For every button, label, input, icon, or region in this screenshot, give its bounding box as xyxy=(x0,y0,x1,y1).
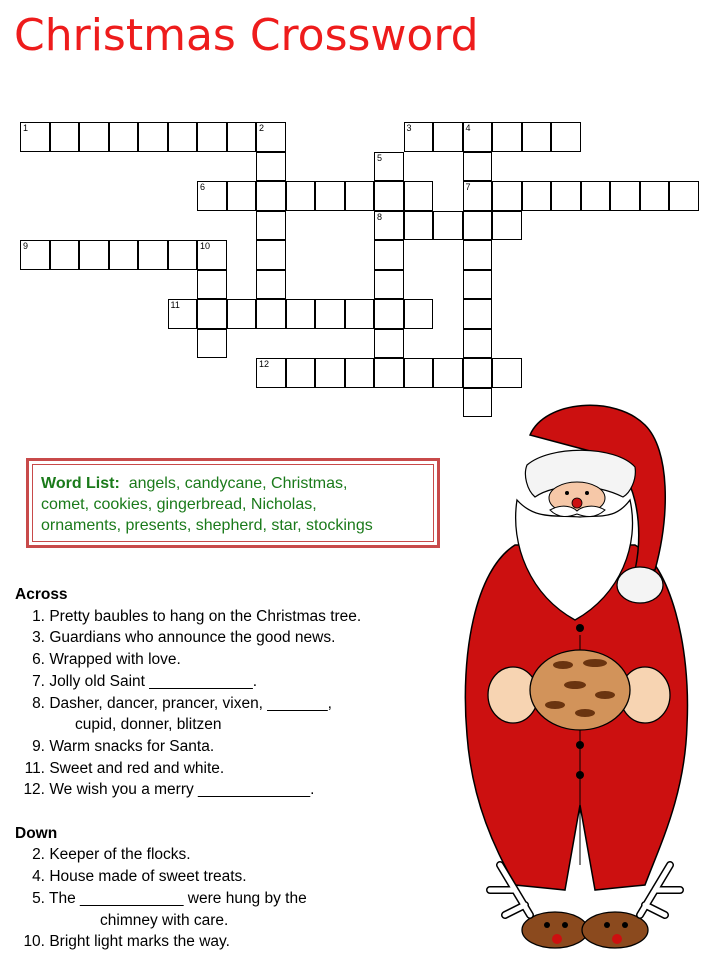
grid-cell[interactable] xyxy=(109,240,139,270)
across-clue-3: 3. Guardians who announce the good news. xyxy=(32,629,336,647)
grid-cell[interactable] xyxy=(463,358,493,388)
across-heading: Across xyxy=(15,586,68,603)
grid-cell[interactable] xyxy=(463,211,493,241)
grid-cell[interactable] xyxy=(374,152,404,182)
grid-cell[interactable] xyxy=(286,358,316,388)
grid-cell[interactable] xyxy=(197,122,227,152)
grid-cell[interactable] xyxy=(197,329,227,359)
clue-number: 10 xyxy=(200,241,211,251)
grid-cell[interactable] xyxy=(256,211,286,241)
grid-cell[interactable] xyxy=(463,299,493,329)
grid-cell[interactable] xyxy=(610,181,640,211)
grid-cell[interactable] xyxy=(463,240,493,270)
word-list-line-3: ornaments, presents, shepherd, star, stockings xyxy=(41,517,373,534)
word-list-line-1: angels, candycane, Christmas, xyxy=(128,475,348,492)
across-clue-12: 12. We wish you a merry _____________. xyxy=(23,781,315,799)
grid-cell[interactable] xyxy=(227,122,257,152)
across-clue-8: 8. Dasher, dancer, prancer, vixen, _______, xyxy=(32,694,332,712)
grid-cell[interactable] xyxy=(463,329,493,359)
grid-cell[interactable] xyxy=(374,299,404,329)
grid-cell[interactable] xyxy=(404,358,434,388)
grid-cell[interactable] xyxy=(374,270,404,300)
clue-number: 4 xyxy=(465,123,471,133)
clue-number: 6 xyxy=(200,182,206,192)
grid-cell[interactable] xyxy=(551,122,581,152)
grid-cell[interactable] xyxy=(20,122,50,152)
across-clue-7: 7. Jolly old Saint ____________. xyxy=(32,672,258,690)
grid-cell[interactable] xyxy=(256,240,286,270)
clues-section xyxy=(15,584,361,953)
clue-number: 8 xyxy=(377,211,383,222)
grid-cell[interactable] xyxy=(374,358,404,388)
word-list-text xyxy=(41,473,431,536)
grid-cell[interactable] xyxy=(433,122,463,152)
grid-cell[interactable] xyxy=(374,329,404,359)
grid-cell[interactable] xyxy=(50,122,80,152)
page-title: Christmas Crossword xyxy=(14,10,479,61)
grid-cell[interactable] xyxy=(640,181,670,211)
grid-cell[interactable] xyxy=(20,240,50,270)
grid-cell[interactable] xyxy=(168,299,198,329)
grid-cell[interactable] xyxy=(463,152,493,182)
grid-cell[interactable] xyxy=(256,358,286,388)
grid-cell[interactable] xyxy=(197,181,227,211)
across-clue-11: 11. Sweet and red and white. xyxy=(24,759,225,777)
grid-cell[interactable] xyxy=(109,122,139,152)
grid-cell[interactable] xyxy=(492,181,522,211)
grid-cell[interactable] xyxy=(256,299,286,329)
grid-cell[interactable] xyxy=(286,181,316,211)
grid-cell[interactable] xyxy=(463,122,493,152)
clue-number: 2 xyxy=(259,123,265,133)
grid-cell[interactable] xyxy=(256,152,286,182)
cookie-plate xyxy=(530,650,630,730)
hat-pompom xyxy=(617,567,663,603)
across-clue-6: 6. Wrapped with love. xyxy=(32,651,181,669)
grid-cell[interactable] xyxy=(374,240,404,270)
grid-cell[interactable] xyxy=(492,211,522,241)
grid-cell[interactable] xyxy=(345,358,375,388)
grid-cell[interactable] xyxy=(197,299,227,329)
grid-cell[interactable] xyxy=(197,240,227,270)
grid-cell[interactable] xyxy=(492,358,522,388)
grid-cell[interactable] xyxy=(168,240,198,270)
grid-cell[interactable] xyxy=(404,211,434,241)
clue-number: 9 xyxy=(23,241,29,251)
suit-button xyxy=(576,741,584,749)
santa-nose xyxy=(572,498,582,508)
grid-cell[interactable] xyxy=(79,122,109,152)
grid-cell[interactable] xyxy=(522,181,552,211)
grid-cell[interactable] xyxy=(404,299,434,329)
grid-cell[interactable] xyxy=(345,299,375,329)
word-list-label: Word List: xyxy=(41,475,120,492)
down-clue-5: 5. The ____________ were hung by the xyxy=(32,889,307,907)
grid-cell[interactable] xyxy=(433,358,463,388)
down-clue-10: 10. Bright light marks the way. xyxy=(23,933,230,951)
grid-cell[interactable] xyxy=(79,240,109,270)
grid-cell[interactable] xyxy=(581,181,611,211)
grid-cell[interactable] xyxy=(168,122,198,152)
grid-cell[interactable] xyxy=(227,181,257,211)
clue-number: 11 xyxy=(170,300,180,310)
across-clue-1: 1. Pretty baubles to hang on the Christmas tree. xyxy=(32,607,362,625)
grid-cell[interactable] xyxy=(256,270,286,300)
grid-cell[interactable] xyxy=(315,358,345,388)
grid-cell[interactable] xyxy=(286,299,316,329)
down-clue-2: 2. Keeper of the flocks. xyxy=(32,846,191,864)
clue-number: 5 xyxy=(377,152,383,163)
grid-cell[interactable] xyxy=(197,270,227,300)
grid-cell[interactable] xyxy=(374,211,404,241)
santa-eye xyxy=(565,491,569,495)
grid-cell[interactable] xyxy=(227,299,257,329)
down-heading: Down xyxy=(15,824,58,842)
across-clue-9: 9. Warm snacks for Santa. xyxy=(32,737,215,755)
grid-cell[interactable] xyxy=(315,299,345,329)
grid-cell[interactable] xyxy=(138,122,168,152)
grid-cell[interactable] xyxy=(551,181,581,211)
suit-button xyxy=(576,624,584,632)
grid-cell[interactable] xyxy=(345,181,375,211)
clue-number: 3 xyxy=(406,123,412,133)
across-clue-8-continued: cupid, donner, blitzen xyxy=(75,716,222,734)
grid-cell[interactable] xyxy=(404,122,434,152)
word-list-line-2: comet, cookies, gingerbread, Nicholas, xyxy=(41,496,317,513)
grid-cell[interactable] xyxy=(463,181,493,211)
grid-cell[interactable] xyxy=(463,270,493,300)
down-clue-4: 4. House made of sweet treats. xyxy=(32,868,247,886)
santa-illustration xyxy=(455,395,700,950)
suit-button xyxy=(576,771,584,779)
clue-number: 1 xyxy=(23,123,29,133)
grid-cell[interactable] xyxy=(404,181,434,211)
down-clue-5-continued: chimney with care. xyxy=(100,911,229,929)
grid-cell[interactable] xyxy=(492,122,522,152)
grid-cell[interactable] xyxy=(522,122,552,152)
word-list-box xyxy=(26,458,440,548)
grid-cell[interactable] xyxy=(256,181,286,211)
santa-eye xyxy=(585,491,589,495)
grid-cell[interactable] xyxy=(374,181,404,211)
grid-cell[interactable] xyxy=(315,181,345,211)
grid-cell[interactable] xyxy=(669,181,699,211)
grid-cell[interactable] xyxy=(256,122,286,152)
clue-number: 12 xyxy=(259,359,270,369)
grid-cell[interactable] xyxy=(50,240,80,270)
grid-cell[interactable] xyxy=(433,211,463,241)
clue-number: 7 xyxy=(465,182,471,192)
grid-cell[interactable] xyxy=(138,240,168,270)
